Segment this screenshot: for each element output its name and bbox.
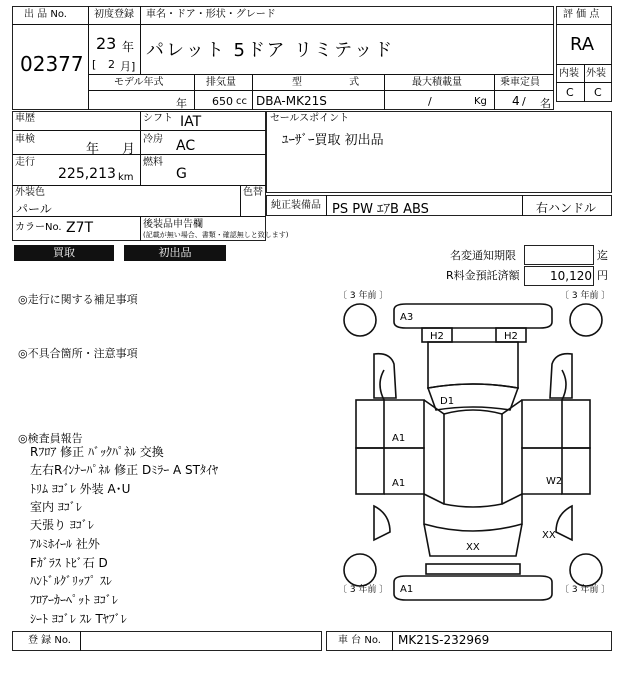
model-year-unit: 年	[176, 97, 187, 110]
wheel-rear-left	[344, 554, 376, 586]
capacity-unit: 名	[540, 97, 551, 110]
first-reg-month-open: [	[92, 58, 97, 71]
exterior-color: パール	[16, 202, 52, 216]
inspector-report-label: ◎検査員報告	[18, 432, 83, 445]
exterior-color-label: 外装色	[15, 187, 45, 198]
mileage-label: 走行	[15, 157, 35, 168]
interior-label: 内装	[559, 68, 579, 79]
capacity-label: 乗車定員	[500, 77, 540, 88]
mark-h2-right: H2	[504, 331, 518, 342]
chassis-label: 車 台 No.	[338, 635, 381, 646]
mark-xx-center: XX	[466, 542, 480, 553]
lot-no-label: 出 品 No.	[24, 9, 67, 20]
max-load-label: 最大積載量	[412, 77, 462, 88]
driving-notes-label: ◎走行に関する補足事項	[18, 293, 138, 306]
interior-grade: C	[566, 86, 574, 99]
car-name-label: 車名・ドア・形状・グレード	[146, 9, 276, 20]
inspector-line: ﾊﾝﾄﾞﾙｸﾞﾘｯﾌﾟ ｽﾚ	[30, 574, 112, 588]
damage-marks	[392, 312, 562, 595]
displacement-label: 排気量	[206, 77, 236, 88]
color-no-label: カラーNo.	[15, 222, 62, 233]
aftermarket-note: (記載が無い場合、書類・確認無しと致します)	[143, 231, 289, 239]
car-name: パレット 5ドア リミテッド	[146, 40, 395, 61]
defects-label: ◎不具合箇所・注意事項	[18, 347, 138, 360]
aircon: AC	[176, 138, 196, 154]
inspection-label: 車検	[15, 134, 35, 145]
aftermarket-label: 後装品申告欄	[143, 219, 203, 230]
inspector-line: Rﾌﾛｱ 修正 ﾊﾞｯｸﾊﾟﾈﾙ 交換	[30, 445, 164, 459]
badge-buyout: 買取	[14, 245, 114, 261]
wheel-front-left	[344, 304, 376, 336]
mark-a1-upper: A1	[392, 433, 406, 444]
inspector-line: ｱﾙﾐﾎｲｰﾙ 社外	[30, 537, 100, 551]
notice-deadline-suffix: 迄	[597, 249, 608, 262]
chassis-number: MK21S-232969	[398, 633, 490, 647]
displacement: 650	[212, 95, 233, 108]
first-reg-month: 2	[108, 58, 115, 71]
equipment-label: 純正装備品	[271, 200, 321, 211]
color-no: Z7T	[66, 220, 94, 236]
displacement-unit: cc	[236, 96, 247, 107]
mark-a3: A3	[400, 312, 414, 323]
equipment-items: PS PW ｴｱB ABS	[332, 202, 429, 217]
mileage: 225,213	[58, 166, 116, 182]
mark-h2-left: H2	[430, 331, 444, 342]
recycle-fee-label: R料金預託済額	[446, 269, 520, 282]
corner-label-br: 〔 3 年前 〕	[560, 585, 611, 595]
car-damage-diagram	[334, 288, 612, 628]
inspector-line: Fｶﾞﾗｽ ﾄﾋﾞ石 D	[30, 556, 108, 570]
inspector-line: 室内 ﾖｺﾞﾚ	[30, 500, 82, 514]
color-change-label: 色替	[243, 187, 263, 198]
exterior-label: 外装	[586, 68, 606, 79]
mark-w2: W2	[546, 476, 563, 487]
aircon-label: 冷房	[143, 134, 163, 145]
score-value: RA	[570, 34, 595, 55]
corner-label-tr: 〔 3 年前 〕	[560, 291, 611, 301]
type-label: 型 式	[292, 77, 382, 88]
score-label: 評 価 点	[563, 9, 600, 20]
corner-label-bl: 〔 3 年前 〕	[338, 585, 389, 595]
inspector-line: ｼｰﾄ ﾖｺﾞﾚ ｽﾚ Tﾔﾌﾞﾚ	[30, 612, 127, 626]
shift-label: シフト	[143, 113, 173, 124]
model-year-label: モデル年式	[114, 77, 164, 88]
steering-side: 右ハンドル	[536, 201, 597, 215]
inspector-line: ﾄﾘﾑ ﾖｺﾞﾚ 外装 A･U	[30, 482, 131, 496]
first-reg-year: 23	[96, 34, 117, 53]
corner-label-tl: 〔 3 年前 〕	[338, 291, 389, 301]
mark-d1: D1	[440, 396, 455, 407]
badge-first-listing: 初出品	[124, 245, 226, 261]
history-label: 車歴	[15, 113, 35, 124]
rear-bumper	[394, 576, 552, 600]
exterior-grade: C	[594, 86, 602, 99]
first-reg-month-unit: 月]	[120, 60, 136, 73]
wheel-rear-right	[570, 554, 602, 586]
inspection-year-unit: 年	[86, 142, 100, 157]
sales-point-label: セールスポイント	[270, 113, 350, 124]
mark-xx-right: XX	[542, 530, 556, 541]
lot-no: 02377	[20, 52, 84, 76]
first-reg-label: 初度登録	[94, 9, 134, 20]
capacity: 4	[512, 94, 520, 108]
reg-no-label: 登 録 No.	[28, 635, 71, 646]
type-code: DBA-MK21S	[256, 94, 327, 108]
inspector-line: 左右Rｲﾝﾅｰﾊﾟﾈﾙ 修正 Dﾐﾗｰ A STﾀｲﾔ	[30, 463, 218, 477]
max-load-slash: /	[428, 95, 432, 108]
mileage-unit: km	[118, 172, 134, 183]
fuel: G	[176, 166, 187, 182]
max-load-unit: Kg	[474, 96, 487, 107]
fuel-label: 燃料	[143, 157, 163, 168]
inspector-line: 天張り ﾖｺﾞﾚ	[30, 518, 94, 532]
inspector-line: ﾌﾛｱｰｶｰﾍﾟｯﾄ ﾖｺﾞﾚ	[30, 593, 118, 607]
recycle-fee: 10,120	[550, 269, 592, 283]
shift: IAT	[180, 114, 202, 130]
sales-point-text: ﾕｰｻﾞｰ買取 初出品	[282, 133, 384, 148]
first-reg-year-unit: 年	[122, 40, 135, 54]
notice-deadline-label: 名変通知期限	[450, 249, 516, 262]
notice-deadline-box	[524, 245, 594, 265]
wheel-front-right	[570, 304, 602, 336]
capacity-slash: /	[522, 95, 526, 108]
mark-a1-lower: A1	[392, 478, 406, 489]
mark-a1-rear: A1	[400, 584, 414, 595]
front-bumper	[394, 304, 552, 328]
recycle-fee-unit: 円	[597, 269, 608, 282]
inspection-month-unit: 月	[122, 142, 136, 157]
